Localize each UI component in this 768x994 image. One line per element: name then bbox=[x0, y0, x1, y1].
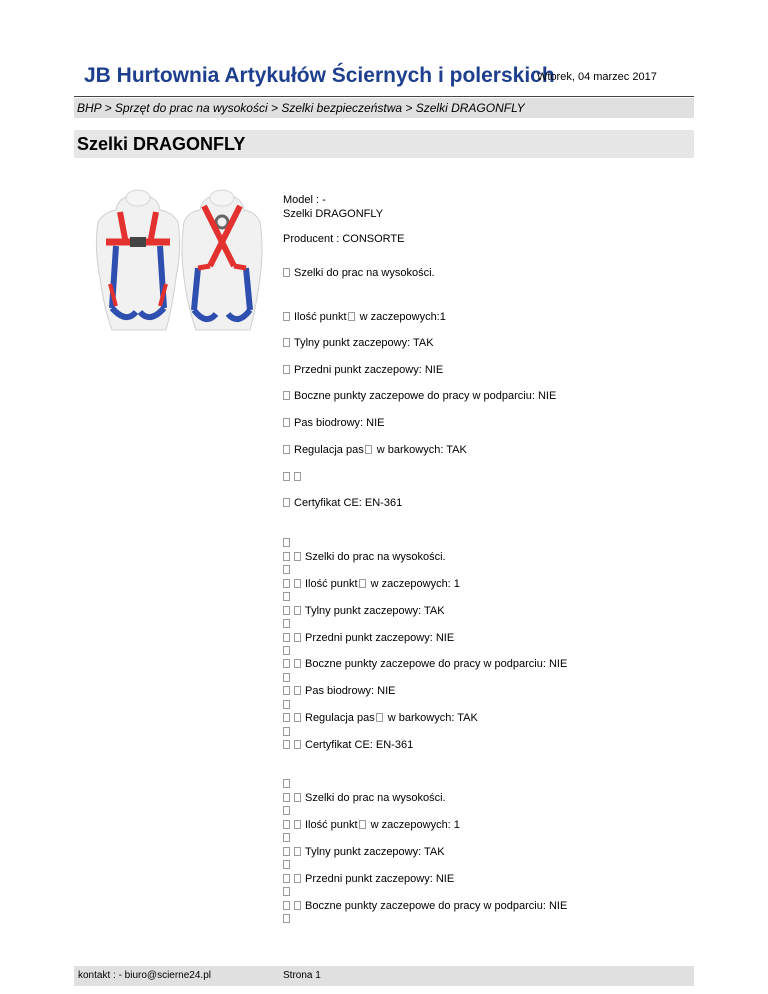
missing-glyph-box bbox=[283, 860, 290, 869]
missing-glyph-box bbox=[294, 901, 301, 910]
spec-line bbox=[283, 644, 294, 658]
missing-glyph-box bbox=[283, 365, 290, 374]
spec-line: Tylny punkt zaczepowy: TAK bbox=[283, 604, 445, 618]
spec-line: Ilość punkt w zaczepowych: 1 bbox=[283, 818, 460, 832]
spec-line bbox=[283, 725, 294, 739]
page-number: Strona 1 bbox=[283, 970, 321, 981]
spec-line: Certyfikat CE: EN-361 bbox=[283, 738, 413, 752]
page-title: Szelki DRAGONFLY bbox=[77, 134, 246, 154]
missing-glyph-box bbox=[359, 579, 366, 588]
missing-glyph-box bbox=[283, 700, 290, 709]
footer-contact: kontakt : - biuro@scierne24.pl bbox=[78, 970, 211, 981]
missing-glyph-box bbox=[283, 619, 290, 628]
spec-line: Szelki do prac na wysokości. bbox=[283, 791, 446, 805]
missing-glyph-box bbox=[348, 312, 355, 321]
spec-line: Pas biodrowy: NIE bbox=[283, 684, 395, 698]
spec-line: Boczne punkty zaczepowe do pracy w podparciu: NIE bbox=[283, 899, 567, 913]
missing-glyph-box bbox=[283, 914, 290, 923]
missing-glyph-box bbox=[294, 793, 301, 802]
missing-glyph-box bbox=[294, 847, 301, 856]
missing-glyph-box bbox=[294, 659, 301, 668]
spec-line bbox=[283, 804, 294, 818]
header-divider bbox=[74, 96, 694, 97]
missing-glyph-box bbox=[283, 686, 290, 695]
spec-line bbox=[283, 563, 294, 577]
missing-glyph-box bbox=[294, 820, 301, 829]
spec-line: Przedni punkt zaczepowy: NIE bbox=[283, 631, 454, 645]
missing-glyph-box bbox=[283, 538, 290, 547]
spec-line: Regulacja pas w barkowych: TAK bbox=[283, 443, 467, 457]
spec-line: Przedni punkt zaczepowy: NIE bbox=[283, 363, 443, 377]
missing-glyph-box bbox=[283, 445, 290, 454]
page-title-bar bbox=[74, 130, 694, 158]
spec-line: Certyfikat CE: EN-361 bbox=[283, 496, 402, 510]
missing-glyph-box bbox=[294, 686, 301, 695]
spec-line: Regulacja pas w barkowych: TAK bbox=[283, 711, 478, 725]
missing-glyph-box bbox=[283, 565, 290, 574]
spec-line: Ilość punkt w zaczepowych:1 bbox=[283, 310, 446, 324]
missing-glyph-box bbox=[294, 579, 301, 588]
missing-glyph-box bbox=[283, 740, 290, 749]
footer bbox=[74, 966, 694, 986]
missing-glyph-box bbox=[283, 727, 290, 736]
missing-glyph-box bbox=[283, 472, 290, 481]
missing-glyph-box bbox=[294, 472, 301, 481]
spec-line: Tylny punkt zaczepowy: TAK bbox=[283, 845, 445, 859]
missing-glyph-box bbox=[294, 552, 301, 561]
missing-glyph-box bbox=[283, 847, 290, 856]
harness-front-view bbox=[96, 190, 179, 330]
missing-glyph-box bbox=[283, 312, 290, 321]
spec-line bbox=[283, 590, 294, 604]
spec-line bbox=[283, 698, 294, 712]
spec-line bbox=[283, 885, 294, 899]
missing-glyph-box bbox=[283, 659, 290, 668]
site-title: JB Hurtownia Artykułów Ściernych i polerskich bbox=[84, 64, 555, 87]
model-name: Szelki DRAGONFLY bbox=[283, 208, 384, 220]
missing-glyph-box bbox=[294, 874, 301, 883]
missing-glyph-box bbox=[283, 874, 290, 883]
missing-glyph-box bbox=[283, 833, 290, 842]
missing-glyph-box bbox=[283, 552, 290, 561]
producer: Producent : CONSORTE bbox=[283, 233, 405, 245]
missing-glyph-box bbox=[294, 606, 301, 615]
spec-line bbox=[283, 536, 294, 550]
missing-glyph-box bbox=[283, 887, 290, 896]
missing-glyph-box bbox=[294, 740, 301, 749]
spec-line: Boczne punkty zaczepowe do pracy w podparciu: NIE bbox=[283, 657, 567, 671]
spec-line: Pas biodrowy: NIE bbox=[283, 416, 384, 430]
spec-line bbox=[283, 831, 294, 845]
missing-glyph-box bbox=[365, 445, 372, 454]
spec-line bbox=[283, 777, 294, 791]
model-label: Model : - bbox=[283, 194, 326, 206]
breadcrumb: BHP > Sprzęt do prac na wysokości > Szelki bezpieczeństwa > Szelki DRAGONFLY bbox=[74, 98, 694, 118]
spec-line: Szelki do prac na wysokości. bbox=[283, 550, 446, 564]
missing-glyph-box bbox=[283, 646, 290, 655]
missing-glyph-box bbox=[283, 268, 290, 277]
missing-glyph-box bbox=[283, 579, 290, 588]
missing-glyph-box bbox=[294, 633, 301, 642]
missing-glyph-box bbox=[283, 713, 290, 722]
spec-line bbox=[283, 858, 294, 872]
missing-glyph-box bbox=[283, 673, 290, 682]
missing-glyph-box bbox=[376, 713, 383, 722]
missing-glyph-box bbox=[283, 806, 290, 815]
spec-line: Ilość punkt w zaczepowych: 1 bbox=[283, 577, 460, 591]
missing-glyph-box bbox=[283, 418, 290, 427]
spec-line: Tylny punkt zaczepowy: TAK bbox=[283, 336, 434, 350]
spec-line: Przedni punkt zaczepowy: NIE bbox=[283, 872, 454, 886]
missing-glyph-box bbox=[283, 606, 290, 615]
spec-line bbox=[283, 470, 305, 484]
missing-glyph-box bbox=[283, 633, 290, 642]
missing-glyph-box bbox=[283, 901, 290, 910]
missing-glyph-box bbox=[283, 820, 290, 829]
spec-line bbox=[283, 617, 294, 631]
missing-glyph-box bbox=[283, 779, 290, 788]
missing-glyph-box bbox=[283, 498, 290, 507]
header-date: Wtorek, 04 marzec 2017 bbox=[537, 71, 657, 83]
missing-glyph-box bbox=[283, 338, 290, 347]
missing-glyph-box bbox=[283, 391, 290, 400]
spec-line bbox=[283, 912, 294, 926]
missing-glyph-box bbox=[283, 592, 290, 601]
missing-glyph-box bbox=[294, 713, 301, 722]
missing-glyph-box bbox=[283, 793, 290, 802]
product-image bbox=[86, 188, 264, 338]
spec-line: Boczne punkty zaczepowe do pracy w podparciu: NIE bbox=[283, 389, 556, 403]
missing-glyph-box bbox=[359, 820, 366, 829]
spec-line bbox=[283, 671, 294, 685]
harness-back-view bbox=[182, 190, 262, 330]
spec-line: Szelki do prac na wysokości. bbox=[283, 266, 435, 280]
